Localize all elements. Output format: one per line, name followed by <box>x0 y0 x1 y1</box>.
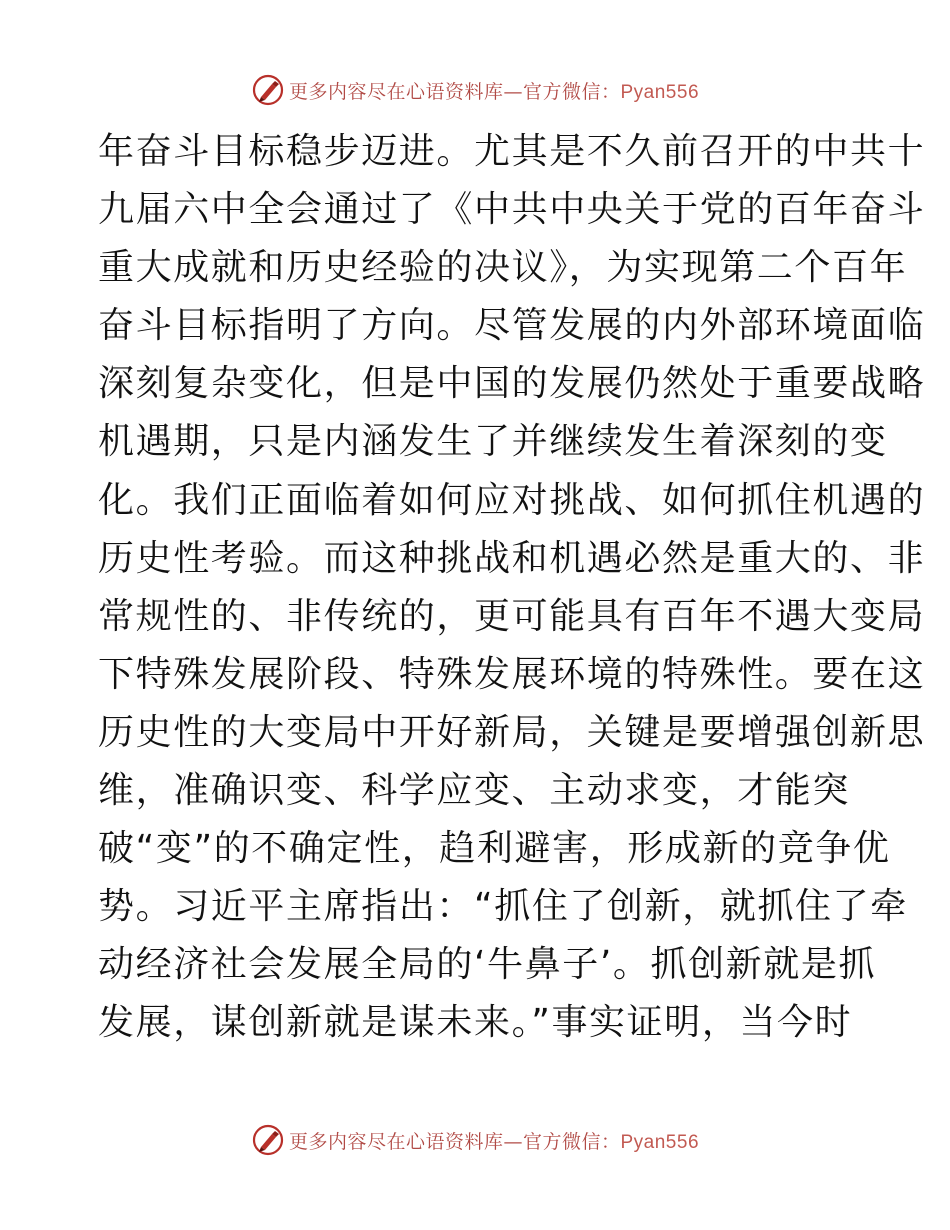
text-line: 历史性的大变局中开好新局，关键是要增强创新思 <box>98 711 926 753</box>
header-wechat-label: 官方微信： <box>522 80 621 103</box>
text-line: 九届六中全会通过了《中共中央关于党的百年奋斗 <box>98 189 926 231</box>
text-line: 深刻复杂变化，但是中国的发展仍然处于重要战略 <box>98 363 926 405</box>
text-line: 奋斗目标指明了方向。尽管发展的内外部环境面临 <box>98 305 926 347</box>
text-line: 重大成就和历史经验的决议》，为实现第二个百年 <box>98 247 908 289</box>
pen-logo-icon <box>251 73 285 107</box>
text-line: 机遇期，只是内涵发生了并继续发生着深刻的变 <box>98 421 888 463</box>
header-banner-text <box>289 77 699 104</box>
text-line: 常规性的、非传统的，更可能具有百年不遇大变局 <box>98 595 926 637</box>
header-site-text: 更多内容尽在心语资料库 <box>288 80 504 103</box>
text-line: 发展，谋创新就是谋未来。”事实证明，当今时 <box>98 1002 853 1044</box>
header-banner-content <box>251 73 699 107</box>
footer-banner-content <box>251 1123 699 1157</box>
text-line: 维，准确识变、科学应变、主动求变，才能突 <box>98 770 851 812</box>
text-line: 年奋斗目标稳步迈进。尤其是不久前召开的中共十 <box>98 131 926 172</box>
text-line: 历史性考验。而这种挑战和机遇必然是重大的、非 <box>98 537 926 579</box>
header-wechat-id: Pyan556 <box>620 81 700 103</box>
text-line: 破“变”的不确定性，趋利避害，形成新的竞争优 <box>98 828 891 870</box>
header-banner <box>0 70 950 110</box>
footer-banner-text <box>289 1127 699 1154</box>
header-separator: — <box>503 80 523 103</box>
footer-wechat-label: 官方微信： <box>522 1130 621 1153</box>
footer-wechat-id: Pyan556 <box>620 1131 700 1153</box>
footer-separator: — <box>503 1130 523 1153</box>
pen-logo-icon <box>251 1123 285 1157</box>
text-line: 动经济社会发展全局的‘牛鼻子’。抓创新就是抓 <box>98 944 877 986</box>
text-line: 下特殊发展阶段、特殊发展环境的特殊性。要在这 <box>98 653 926 695</box>
document-body <box>98 123 926 1053</box>
footer-site-text: 更多内容尽在心语资料库 <box>288 1130 504 1153</box>
text-line: 化。我们正面临着如何应对挑战、如何抓住机遇的 <box>98 479 926 521</box>
text-line: 势。习近平主席指出：“抓住了创新，就抓住了牵 <box>98 886 908 928</box>
footer-banner <box>0 1120 950 1160</box>
